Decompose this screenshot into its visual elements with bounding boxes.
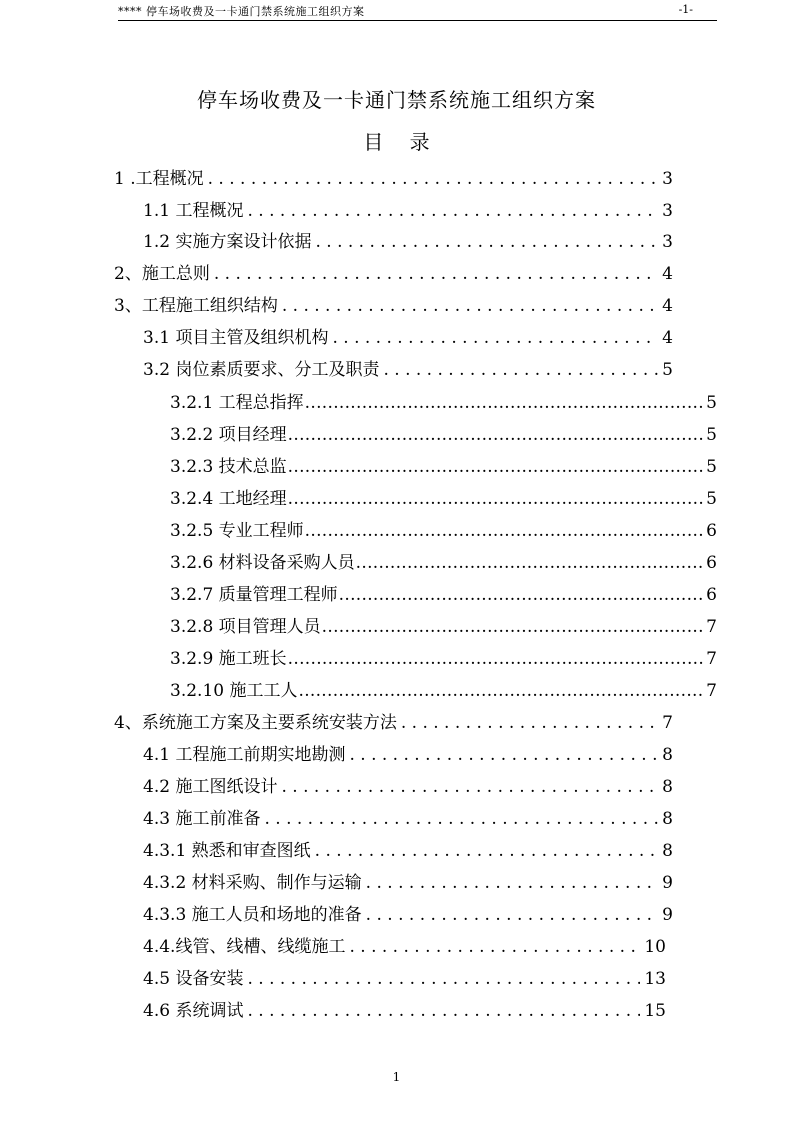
toc-entry-label: 4.3.1 熟悉和审查图纸 <box>143 841 311 861</box>
dot-leader <box>349 936 640 958</box>
toc-entry-label: 4.6 系统调试 <box>143 1001 244 1021</box>
toc-entry[interactable] <box>143 327 673 349</box>
toc-entry-label: 3.2 岗位素质要求、分工及职责 <box>143 360 380 380</box>
toc-entry-label: 4.1 工程施工前期实地勘测 <box>143 745 346 765</box>
dot-leader <box>339 584 706 606</box>
toc-entry-label: 3.2.6 材料设备采购人员 <box>170 553 355 573</box>
toc-entry[interactable] <box>114 168 673 190</box>
toc-entry-label: 1.1 工程概况 <box>143 201 244 221</box>
toc-entry-page: 3 <box>662 169 673 189</box>
toc-entry-page: 5 <box>706 489 717 509</box>
toc-entry[interactable] <box>114 295 673 317</box>
toc-entry-label: 4.3.3 施工人员和场地的准备 <box>143 905 362 925</box>
toc-entry-label: 3.2.9 施工班长 <box>170 649 287 669</box>
toc-entry-page: 10 <box>644 937 666 957</box>
dot-leader <box>208 168 659 190</box>
toc-entry-page: 6 <box>706 521 717 541</box>
dot-leader <box>349 744 658 766</box>
toc-entry[interactable] <box>143 744 673 766</box>
toc-entry-page: 6 <box>706 553 717 573</box>
running-header-title: **** 停车场收费及一卡通门禁系统施工组织方案 <box>118 5 365 18</box>
toc-entry-label: 4.3.2 材料采购、制作与运输 <box>143 873 362 893</box>
dot-leader <box>305 392 706 414</box>
dot-leader <box>282 295 658 317</box>
dot-leader <box>288 424 706 446</box>
dot-leader <box>315 231 658 253</box>
toc-entry-page: 5 <box>706 393 717 413</box>
toc-entry-label: 3.2.4 工地经理 <box>170 489 287 509</box>
toc-entry-label: 4.4.线管、线槽、线缆施工 <box>143 937 346 957</box>
toc-entry-label: 4.3 施工前准备 <box>143 809 261 829</box>
toc-entry-label: 3.2.10 施工工人 <box>170 681 298 701</box>
toc-entry-label: 3.2.3 技术总监 <box>170 457 287 477</box>
toc-entry[interactable] <box>170 680 717 702</box>
toc-entry-page: 7 <box>662 713 673 733</box>
toc-entry-page: 9 <box>662 905 673 925</box>
toc-entry[interactable] <box>114 712 673 734</box>
dot-leader <box>247 200 658 222</box>
dot-leader <box>281 776 658 798</box>
toc-entry[interactable] <box>170 648 717 670</box>
toc-entry-label: 4.2 施工图纸设计 <box>143 777 278 797</box>
dot-leader <box>366 872 659 894</box>
toc-entry-label: 1 .工程概况 <box>114 169 204 189</box>
toc-entry[interactable] <box>170 456 717 478</box>
toc-entry-page: 7 <box>706 649 717 669</box>
toc-entry-label: 3.2.5 专业工程师 <box>170 521 304 541</box>
toc-heading: 目 录 <box>363 130 430 154</box>
dot-leader <box>356 552 706 574</box>
toc-entry-page: 7 <box>706 681 717 701</box>
toc-entry[interactable] <box>143 231 673 253</box>
toc-entry-label: 1.2 实施方案设计依据 <box>143 232 312 252</box>
toc-entry-page: 8 <box>662 777 673 797</box>
dot-leader <box>366 904 659 926</box>
toc-entry-page: 3 <box>662 232 673 252</box>
toc-entry[interactable] <box>170 488 717 510</box>
toc-entry-label: 3.1 项目主管及组织机构 <box>143 328 329 348</box>
toc-entry-page: 9 <box>662 873 673 893</box>
dot-leader <box>401 712 658 734</box>
toc-entry-page: 3 <box>662 201 673 221</box>
toc-entry[interactable] <box>143 808 673 830</box>
toc-entry[interactable] <box>143 904 673 926</box>
toc-entry[interactable] <box>143 1000 666 1022</box>
toc-entry-page: 8 <box>662 809 673 829</box>
toc-entry-page: 5 <box>706 457 717 477</box>
toc-entry-page: 5 <box>662 360 673 380</box>
dot-leader <box>214 263 658 285</box>
dot-leader <box>288 648 706 670</box>
toc-entry[interactable] <box>143 936 666 958</box>
toc-entry-label: 3.2.7 质量管理工程师 <box>170 585 338 605</box>
dot-leader <box>322 616 706 638</box>
toc-entry[interactable] <box>143 872 673 894</box>
dot-leader <box>288 456 706 478</box>
document-title: 停车场收费及一卡通门禁系统施工组织方案 <box>197 88 596 112</box>
toc-entry[interactable] <box>143 840 673 862</box>
running-header-page: -1- <box>678 3 693 16</box>
dot-leader <box>247 1000 640 1022</box>
dot-leader <box>305 520 706 542</box>
toc-entry[interactable] <box>143 776 673 798</box>
toc-entry[interactable] <box>143 200 673 222</box>
toc-entry[interactable] <box>170 616 717 638</box>
dot-leader <box>332 327 658 349</box>
toc-entry-page: 6 <box>706 585 717 605</box>
dot-leader <box>247 968 640 990</box>
toc-entry-page: 7 <box>706 617 717 637</box>
dot-leader <box>264 808 658 830</box>
dot-leader <box>288 488 706 510</box>
toc-entry[interactable] <box>170 552 717 574</box>
toc-entry-page: 4 <box>662 296 673 316</box>
toc-entry-label: 2、施工总则 <box>114 264 210 284</box>
toc-entry[interactable] <box>170 424 717 446</box>
toc-entry[interactable] <box>143 968 666 990</box>
toc-entry-label: 3.2.1 工程总指挥 <box>170 393 304 413</box>
toc-entry-page: 8 <box>662 841 673 861</box>
toc-entry-label: 3.2.8 项目管理人员 <box>170 617 321 637</box>
toc-entry[interactable] <box>114 263 673 285</box>
toc-entry[interactable] <box>143 359 673 381</box>
toc-entry-page: 4 <box>662 264 673 284</box>
dot-leader <box>315 840 659 862</box>
toc-entry[interactable] <box>170 520 717 542</box>
toc-entry-page: 5 <box>706 425 717 445</box>
toc-entry-label: 4、系统施工方案及主要系统安装方法 <box>114 713 397 733</box>
toc-entry-label: 3.2.2 项目经理 <box>170 425 287 445</box>
toc-entry-label: 4.5 设备安装 <box>143 969 244 989</box>
toc-entry-page: 15 <box>644 1001 666 1021</box>
toc-entry-page: 13 <box>644 969 666 989</box>
toc-entry-page: 4 <box>662 328 673 348</box>
dot-leader <box>298 680 705 702</box>
footer-page-number: 1 <box>392 1070 401 1084</box>
toc-entry-page: 8 <box>662 745 673 765</box>
toc-entry[interactable] <box>170 392 717 414</box>
dot-leader <box>383 359 658 381</box>
toc-entry-label: 3、工程施工组织结构 <box>114 296 278 316</box>
toc-entry[interactable] <box>170 584 717 606</box>
